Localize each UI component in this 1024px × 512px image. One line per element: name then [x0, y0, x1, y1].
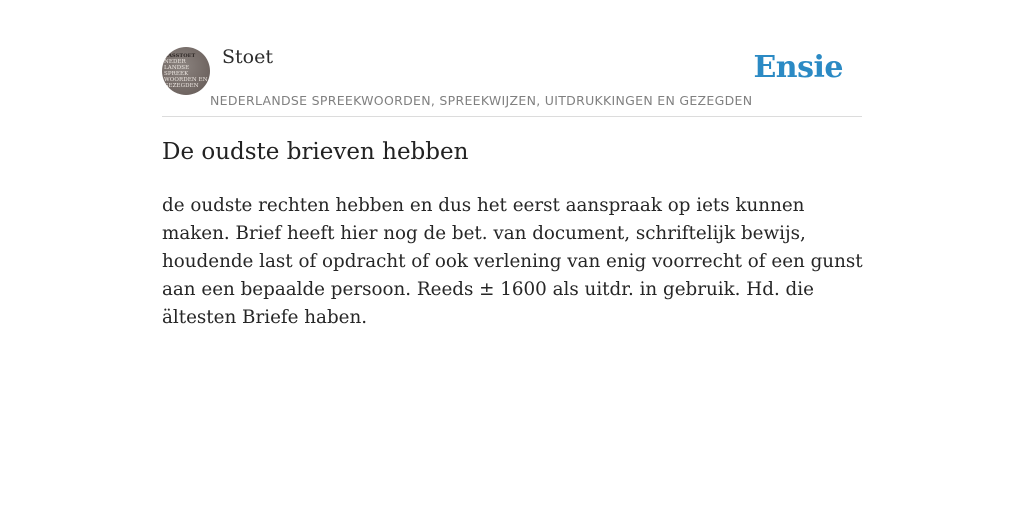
- avatar-line: GEZEGDEN: [164, 83, 199, 89]
- source-avatar[interactable]: [162, 47, 210, 95]
- avatar-line: NEDER: [164, 59, 186, 65]
- author-name[interactable]: Stoet: [222, 46, 273, 68]
- entry-title: De oudste brieven hebben: [162, 139, 469, 165]
- avatar-line: WOORDEN EN: [164, 77, 208, 83]
- avatar-cover-text: [164, 53, 210, 89]
- entry-definition: de oudste rechten hebben en dus het eerst aanspraak op iets kunnen maken. Brief heeft hier nog de bet. van document, schriftelijk bewijs, houdende last of opdracht of ook verlening van enig voorrecht of een gunst aan een bepaalde persoon. Reeds ± 1600 als uitdr. in gebruik. Hd. die ältesten Briefe haben.: [162, 195, 863, 328]
- source-header: [162, 44, 862, 117]
- ensie-logo-link[interactable]: Ensie: [753, 50, 843, 85]
- avatar-line: LANDSE: [164, 65, 190, 71]
- avatar-line: CASSTOET: [164, 53, 196, 59]
- source-subtitle: NEDERLANDSE SPREEKWOORDEN, SPREEKWIJZEN, UITDRUKKINGEN EN GEZEGDEN: [210, 93, 753, 108]
- avatar-line: SPREEK: [164, 71, 189, 77]
